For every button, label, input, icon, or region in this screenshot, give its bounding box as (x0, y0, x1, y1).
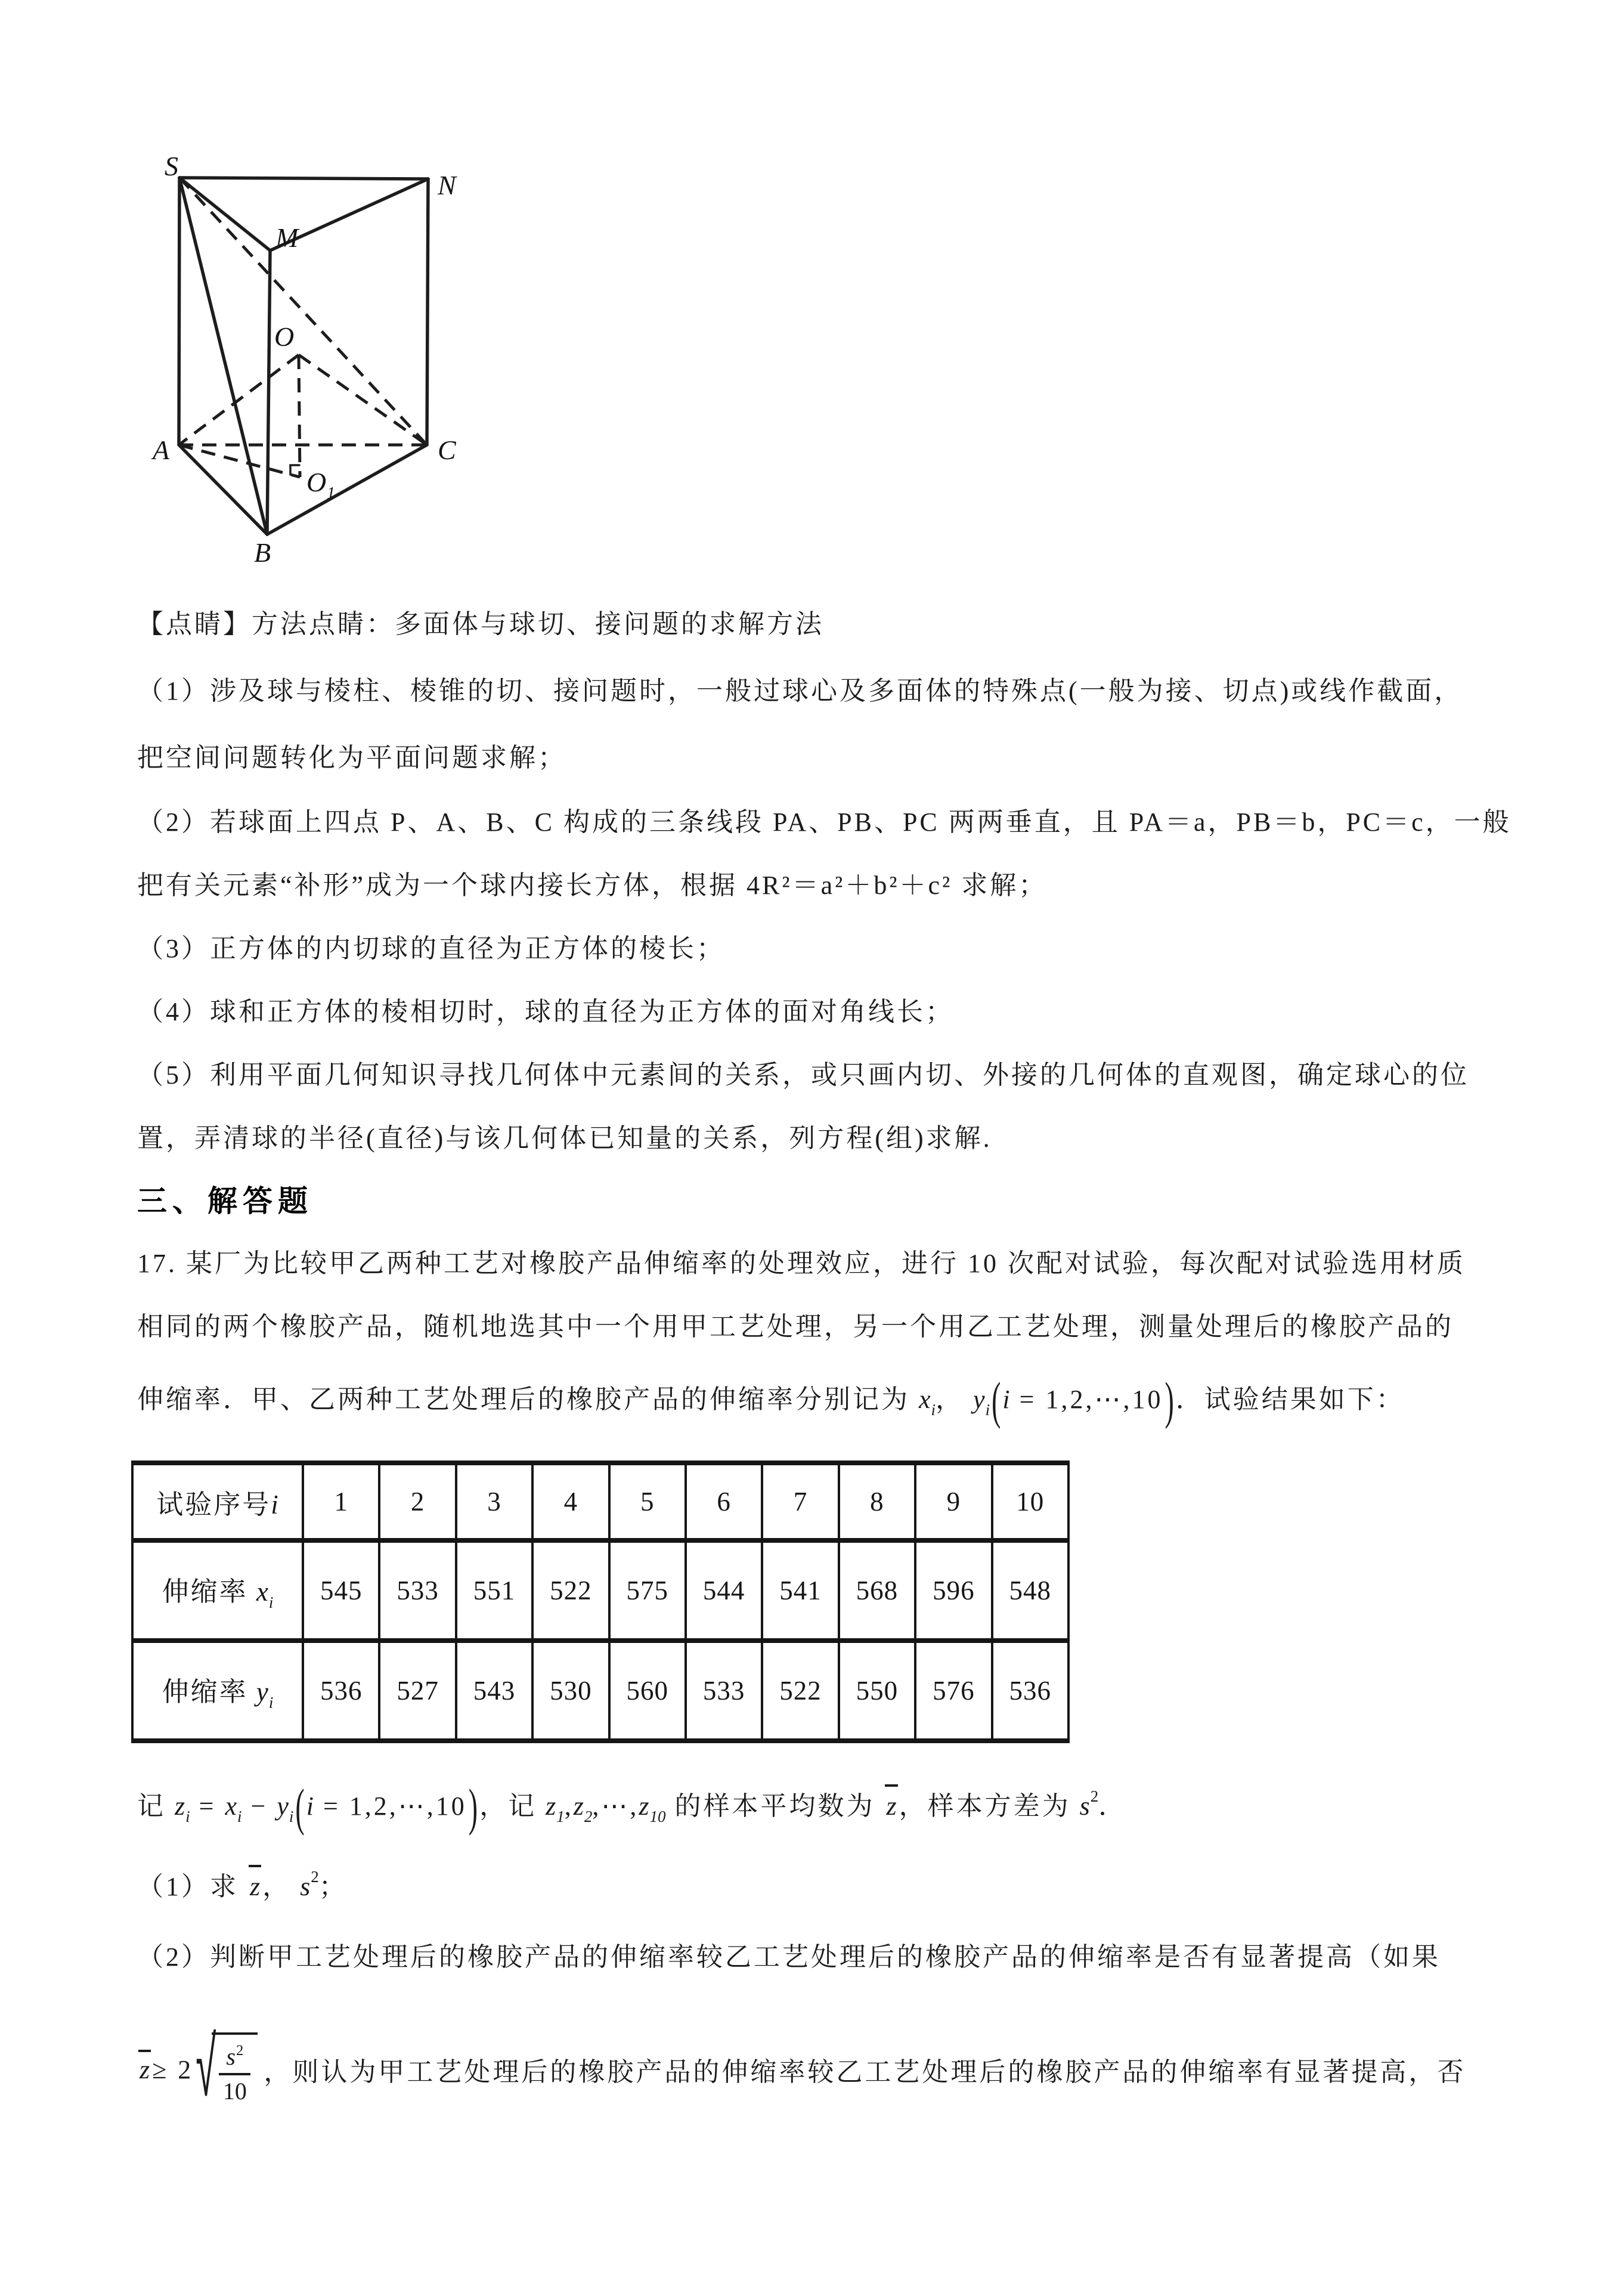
var-z2-sub: 2 (584, 1808, 593, 1825)
q17-line3 (137, 1371, 1405, 1429)
semicolon: ； (318, 1872, 348, 1901)
q17-line2: 相同的两个橡胶产品，随机地选其中一个用甲工艺处理，另一个用乙工艺处理，测量处理后的橡胶产品的 (137, 1312, 1454, 1341)
var-y-sub: i (985, 1401, 990, 1419)
z-definition-line (137, 1778, 1128, 1836)
var-x-sub: i (931, 1401, 936, 1419)
var-s-sup: 2 (1090, 1787, 1099, 1805)
edge-MB (267, 250, 270, 534)
note-item5-line1: （5）利用平面几何知识寻找几何体中元素间的关系，或只画内切、外接的几何体的直观图，确定球心的位 (137, 1060, 1469, 1090)
var-z-bar: z (247, 1870, 262, 1904)
var-i: i (306, 1791, 314, 1821)
table-cell: 522 (762, 1641, 838, 1741)
note-item3: （3）正方体的内切球的直径为正方体的棱长； (137, 934, 725, 963)
segment-OO1-dashed (299, 355, 300, 477)
table-cell: 568 (839, 1540, 915, 1641)
part2-line1: （2）判断甲工艺处理后的橡胶产品的伸缩率较乙工艺处理后的橡胶产品的伸缩率是否有显著提高（如果 (137, 1942, 1441, 1972)
big-paren-close: ) (1164, 1371, 1174, 1429)
big-paren-open: ( (295, 1778, 305, 1836)
segment-OA-dashed (179, 355, 299, 445)
edge-SC-dashed (179, 178, 427, 445)
comma: ， (262, 1872, 301, 1901)
label-O: O (274, 321, 295, 352)
equals: = (190, 1791, 225, 1821)
label-N: N (438, 170, 456, 200)
var-s: s (1079, 1791, 1091, 1821)
table-cell: 533 (686, 1641, 762, 1741)
ellipsis: ,⋯, (592, 1791, 639, 1821)
var-z1-sub: 1 (556, 1808, 565, 1825)
label-A: A (153, 435, 170, 465)
table-cell: 541 (762, 1540, 838, 1641)
big-paren-open: ( (992, 1371, 1001, 1429)
radical-icon: √ (196, 2017, 216, 2115)
table-cell: 522 (532, 1540, 609, 1641)
table-cell: 2 (379, 1463, 456, 1540)
radicand (212, 2032, 258, 2106)
table-cell: 560 (609, 1641, 686, 1741)
note-item4: （4）球和正方体的棱相切时，球的直径为正方体的面对角线长； (137, 997, 954, 1026)
header-cell-label: 试验序号i (132, 1463, 303, 1540)
q17-line3-text: 伸缩率．甲、乙两种工艺处理后的橡胶产品的伸缩率分别记为 (137, 1385, 919, 1414)
geq-two: ≥ 2 (152, 2054, 194, 2084)
index-sequence: = 1,2,⋯,10 (1010, 1385, 1163, 1414)
var-z10-sub: 10 (649, 1808, 666, 1825)
text: （1）求 (137, 1872, 247, 1901)
prism-figure (136, 136, 494, 577)
var-y: y (973, 1385, 986, 1414)
table-cell: 9 (915, 1463, 992, 1540)
var-i: i (1002, 1385, 1011, 1414)
segment-OC-dashed (299, 355, 427, 445)
fraction-denominator: 10 (222, 2078, 247, 2105)
table-cell: 7 (762, 1463, 838, 1540)
var-y-sub: i (289, 1808, 294, 1825)
table-cell: 5 (609, 1463, 686, 1540)
label-C: C (438, 435, 456, 465)
edge-BC (267, 445, 427, 534)
table-cell: 1 (303, 1463, 379, 1540)
note-item2-line1: （2）若球面上四点 P、A、B、C 构成的三条线段 PA、PB、PC 两两垂直，且 PA＝a，PB＝b，PC＝c，一般 (137, 807, 1512, 837)
table-cell: 8 (839, 1463, 915, 1540)
table-cell: 596 (915, 1540, 992, 1641)
text: 记 (137, 1791, 175, 1821)
table-cell: 530 (532, 1641, 609, 1741)
comma: ， (936, 1385, 974, 1414)
period: ． (1098, 1791, 1128, 1821)
var-z: z (175, 1791, 186, 1821)
right-angle-mark (290, 465, 299, 475)
var-z-bar: z (137, 2054, 152, 2085)
part2-formula-tail: ，则认为甲工艺处理后的橡胶产品的伸缩率较乙工艺处理后的橡胶产品的伸缩率有显著提高，否 (264, 2057, 1466, 2087)
table-cell: 536 (303, 1641, 379, 1741)
big-paren-close: ) (468, 1778, 478, 1836)
label-S: S (165, 151, 178, 181)
text: ，记 (479, 1791, 546, 1821)
table-cell: 10 (992, 1463, 1068, 1540)
var-y: y (277, 1791, 289, 1821)
q17-line1: 17. 某厂为比较甲乙两种工艺对橡胶产品伸缩率的处理效应，进行 10 次配对试验，每次配对试验选用材质 (137, 1249, 1466, 1278)
text: ，样本方差为 (899, 1791, 1080, 1821)
note-title: 【点睛】方法点睛：多面体与球切、接问题的求解方法 (137, 609, 824, 639)
table-cell: 551 (456, 1540, 532, 1641)
label-O1-subscript: 1 (327, 484, 335, 503)
fraction (219, 2043, 250, 2105)
fraction-numerator: $s^2$ (219, 2043, 250, 2075)
edge-AB (179, 445, 267, 534)
var-x: x (225, 1791, 237, 1821)
row-x-label: 伸缩率 $x_i$ (132, 1540, 303, 1641)
table-cell: 548 (992, 1540, 1068, 1641)
section-header: 三、解答题 (137, 1184, 313, 1218)
var-z-sub: i (185, 1808, 190, 1825)
var-x-sub: i (237, 1808, 242, 1825)
note-item2-line2: 把有关元素“补形”成为一个球内接长方体，根据 4R²＝a²＋b²＋c² 求解； (137, 871, 1048, 900)
var-z-bar: z (884, 1789, 899, 1823)
label-O1: O (306, 467, 327, 497)
table-row-x (132, 1540, 1068, 1641)
table-cell: 6 (686, 1463, 762, 1540)
var-s: s (300, 1872, 311, 1901)
note-item1-line2: 把空间问题转化为平面问题求解； (137, 743, 566, 772)
table-cell: 544 (686, 1540, 762, 1641)
table-cell: 527 (379, 1641, 456, 1741)
note-item1-line1: （1）涉及球与棱柱、棱锥的切、接问题时，一般过球心及多面体的特殊点(一般为接、切点)或线作截面， (137, 676, 1463, 705)
label-M: M (275, 222, 299, 253)
var-z10: z (639, 1791, 650, 1821)
var-z2: z (573, 1791, 584, 1821)
comma: , (564, 1791, 574, 1821)
table-cell: 536 (992, 1641, 1068, 1741)
label-B: B (254, 537, 271, 568)
sqrt-expression (196, 2017, 258, 2115)
table-cell: 576 (915, 1641, 992, 1741)
var-z1: z (546, 1791, 557, 1821)
table-cell: 545 (303, 1540, 379, 1641)
table-row-index (132, 1463, 1068, 1540)
text: 的样本平均数为 (665, 1791, 884, 1821)
part1-line (137, 1867, 348, 1904)
table-cell: 543 (456, 1641, 532, 1741)
table-cell: 3 (456, 1463, 532, 1540)
table-cell: 575 (609, 1540, 686, 1641)
table-row-y (132, 1641, 1068, 1741)
var-x: x (919, 1385, 931, 1414)
edge-NC (427, 179, 428, 445)
table-cell: 550 (839, 1641, 915, 1741)
results-table (131, 1460, 1070, 1743)
index-sequence: = 1,2,⋯,10 (314, 1791, 467, 1821)
edge-SN (179, 178, 428, 179)
part2-formula-line (137, 2010, 1466, 2129)
table-cell: 533 (379, 1540, 456, 1641)
var-s-sup: 2 (311, 1868, 319, 1886)
table-cell: 4 (532, 1463, 609, 1540)
q17-line3-tail: ．试验结果如下： (1175, 1385, 1405, 1414)
note-item5-line2: 置，弄清球的半径(直径)与该几何体已知量的关系，列方程(组)求解. (137, 1124, 992, 1153)
minus: − (241, 1791, 277, 1821)
row-y-label: 伸缩率 $y_i$ (132, 1641, 303, 1741)
segment-SB (179, 178, 267, 534)
